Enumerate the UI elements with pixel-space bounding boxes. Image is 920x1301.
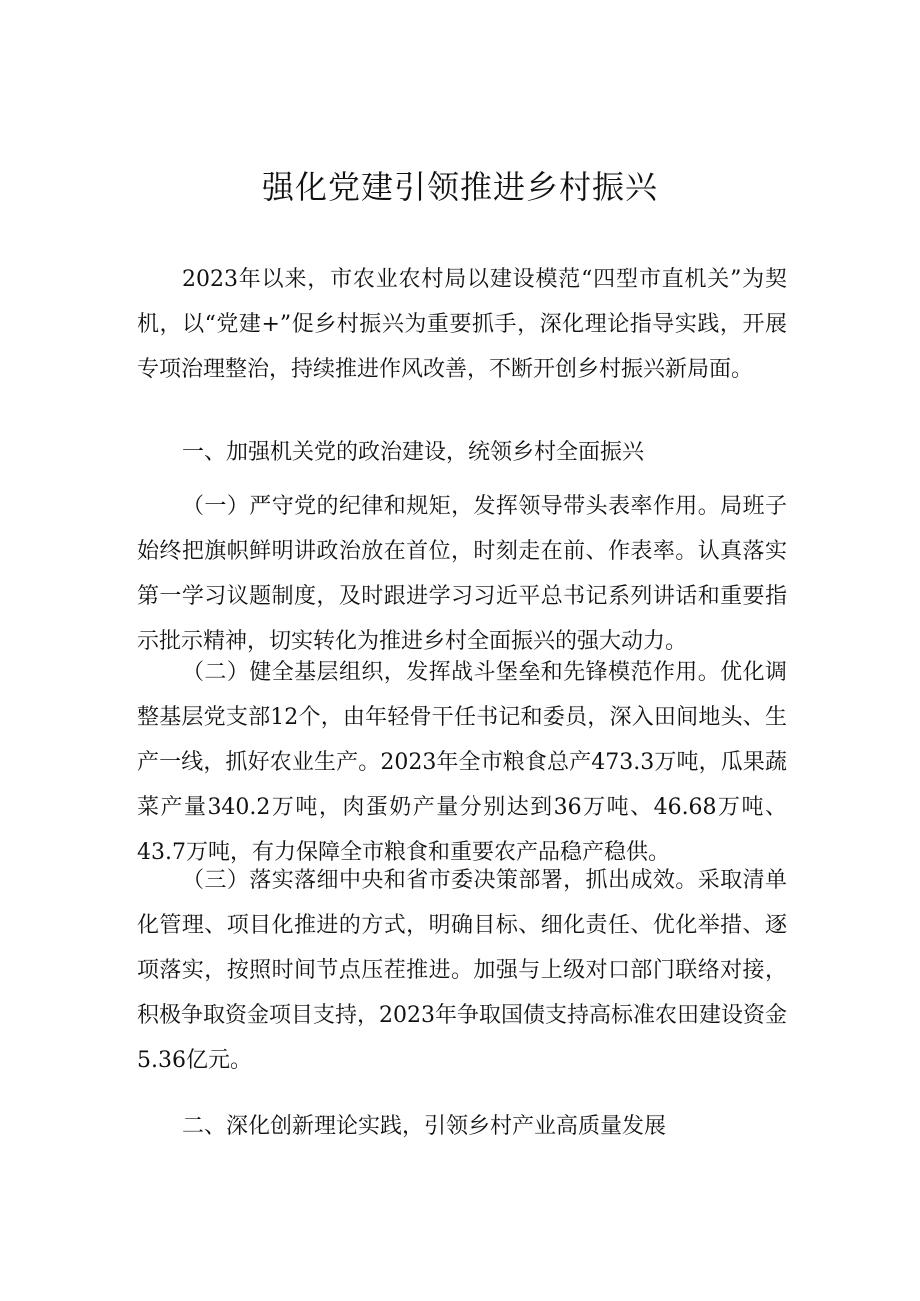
section-heading-two: 二、深化创新理论实践，引领乡村产业高质量发展	[182, 1114, 667, 1139]
section-one-paragraph-2: （二）健全基层组织，发挥战斗堡垒和先锋模范作用。优化调整基层党支部12个，由年轻骨干任书记和委员，深入田间地头、生产一线，抓好农业生产。2023年全市粮食总产473.3万吨，瓜果蔬菜产量340.2万吨，肉蛋奶产量分别达到36万吨、46.68万吨、43.7万吨，有力保障全市粮食和重要农产品稳产稳供。	[137, 660, 787, 865]
document-title: 强化党建引领推进乡村振兴	[261, 168, 658, 206]
section-one-paragraph-1: （一）严守党的纪律和规矩，发挥领导带头表率作用。局班子始终把旗帜鲜明讲政治放在首位，时刻走在前、作表率。认真落实第一学习议题制度，及时跟进学习习近平总书记系列讲话和重要指示批示精神，切实转化为推进乡村全面振兴的强大动力。	[137, 494, 787, 654]
section-one-paragraph-3: （三）落实落细中央和省市委决策部署，抓出成效。采取清单化管理、项目化推进的方式，明确目标、细化责任、优化举措、逐项落实，按照时间节点压茬推进。加强与上级对口部门联络对接，积极争取资金项目支持，2023年争取国债支持高标准农田建设资金5.36亿元。	[137, 868, 787, 1073]
intro-paragraph: 2023年以来，市农业农村局以建设模范“四型市直机关”为契机，以“党建+”促乡村振兴为重要抓手，深化理论指导实践，开展专项治理整治，持续推进作风改善，不断开创乡村振兴新局面。	[137, 267, 787, 382]
section-heading-one: 一、加强机关党的政治建设，统领乡村全面振兴	[182, 440, 645, 465]
